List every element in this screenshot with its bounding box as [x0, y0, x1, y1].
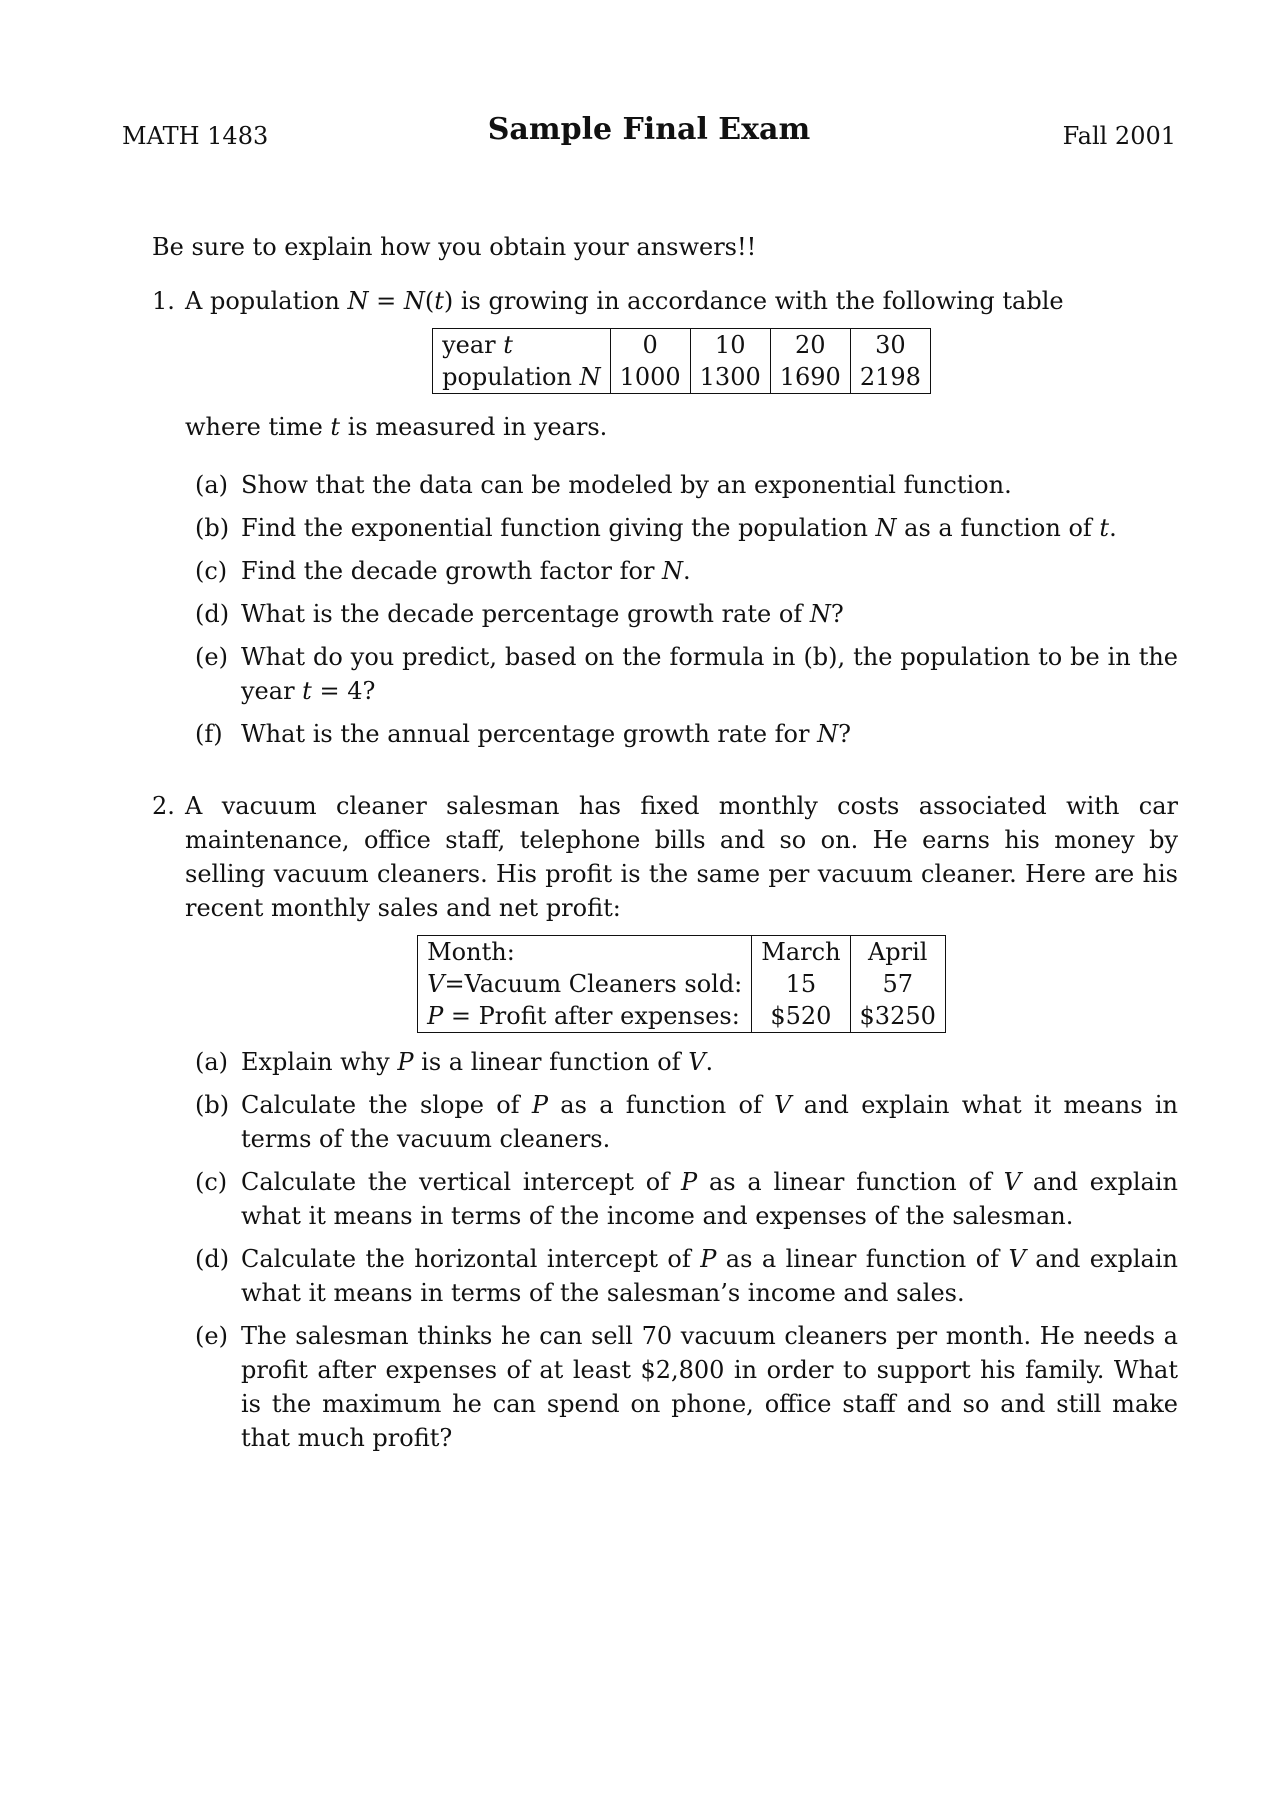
row-label-population: population N: [433, 361, 610, 394]
table-cell: March: [752, 936, 850, 969]
table-cell: 1690: [770, 361, 850, 394]
table-cell: April: [850, 936, 945, 969]
problem-2-parts: [185, 1045, 1178, 1455]
table-cell: $3250: [850, 1000, 945, 1033]
problem-2: [152, 789, 1178, 1455]
table-row: [433, 329, 931, 362]
table-cell: 20: [770, 329, 850, 362]
table-cell: 2198: [850, 361, 930, 394]
population-table: [432, 328, 931, 394]
list-item: (e) What do you predict, based on the formula in (b), the population to be in the year t = 4?: [195, 643, 1178, 705]
page-header: [122, 110, 1176, 160]
table-cell: $520: [752, 1000, 850, 1033]
row-label-sold: V=Vacuum Cleaners sold:: [418, 968, 752, 1000]
list-item: (a) Show that the data can be modeled by an exponential function.: [195, 471, 1012, 499]
term-label: Fall 2001: [1062, 122, 1176, 150]
row-label-year: year t: [433, 329, 610, 362]
row-label-profit: P = Profit after expenses:: [418, 1000, 752, 1033]
table-cell: 15: [752, 968, 850, 1000]
table-cell: 1300: [690, 361, 770, 394]
problem-1-parts: [185, 468, 1178, 751]
problem-1-note: where time t is measured in years.: [185, 413, 608, 441]
list-item: (f) What is the annual percentage growth rate for N?: [195, 720, 851, 748]
problem-1-text: A population N = N(t) is growing in accordance with the following table: [185, 287, 1064, 315]
list-item: (d) What is the decade percentage growth rate of N?: [195, 600, 844, 628]
problem-1: [152, 284, 1178, 751]
row-label-month: Month:: [418, 936, 752, 969]
list-item: (a) Explain why P is a linear function of V.: [195, 1048, 714, 1076]
list-item: (b) Calculate the slope of P as a function of V and explain what it means in terms of the vacuum cleaners.: [195, 1091, 1178, 1153]
exam-body: [152, 230, 1178, 1464]
list-item: (d) Calculate the horizontal intercept of P as a linear function of V and explain what it means in terms of the salesman’s income and sales.: [195, 1245, 1179, 1307]
course-code: MATH 1483: [122, 122, 269, 150]
table-cell: 30: [850, 329, 930, 362]
table-cell: 1000: [610, 361, 690, 394]
problem-number: 1.: [152, 287, 175, 315]
problem-2-text: A vacuum cleaner salesman has fixed monthly costs associated with car maintenance, office staff, telephone bills and so on. He earns his money by selling vacuum cleaners. His profit is the same per vacuum cleaner. Here are his recent monthly sales and net profit:: [185, 792, 1178, 922]
problem-number: 2.: [152, 792, 175, 820]
list-item: (b) Find the exponential function giving the population N as a function of t.: [195, 514, 1117, 542]
sales-table: [417, 935, 946, 1033]
list-item: (c) Calculate the vertical intercept of P as a linear function of V and explain what it means in terms of the income and expenses of the salesman.: [195, 1168, 1178, 1230]
list-item: (e) The salesman thinks he can sell 70 vacuum cleaners per month. He needs a profit after expenses of at least $2,800 in order to support his family. What is the maximum he can spend on phone, office staff and so and still make that much profit?: [195, 1322, 1178, 1452]
table-row: [433, 361, 931, 394]
table-cell: 0: [610, 329, 690, 362]
table-row: [418, 936, 946, 969]
table-row: [418, 968, 946, 1000]
page-title: Sample Final Exam: [487, 112, 811, 147]
table-row: [418, 1000, 946, 1033]
table-cell: 10: [690, 329, 770, 362]
table-cell: 57: [850, 968, 945, 1000]
list-item: (c) Find the decade growth factor for N.: [195, 557, 691, 585]
instructions: Be sure to explain how you obtain your answers!!: [152, 233, 757, 261]
